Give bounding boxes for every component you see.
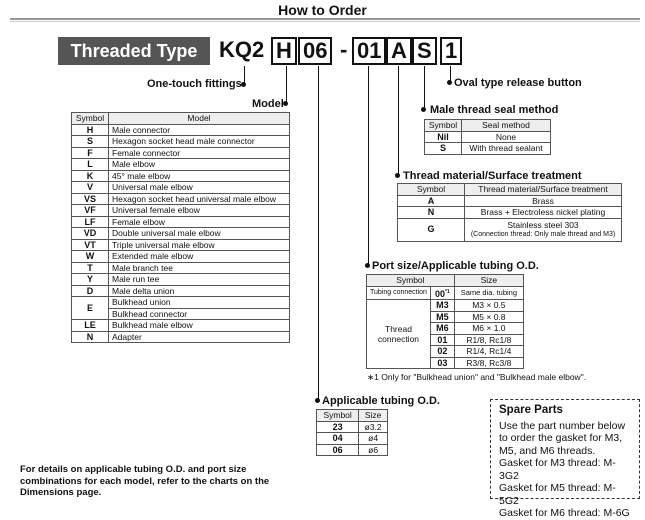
port-footnote-ref: *1 xyxy=(444,288,450,295)
material-symbol: N xyxy=(398,207,465,219)
seal-symbol: S xyxy=(425,143,462,155)
model-symbol: T xyxy=(72,262,109,274)
model-name: Male delta union xyxy=(109,285,290,297)
table-row xyxy=(398,207,622,219)
table-row xyxy=(72,297,290,309)
table-row xyxy=(72,170,290,182)
table-row xyxy=(72,124,290,136)
port-tubing-symbol: 00 xyxy=(434,288,445,299)
code-release: 1 xyxy=(440,37,462,65)
connector-line xyxy=(286,66,287,104)
label-one-touch: One-touch fittings xyxy=(147,78,242,90)
table-row xyxy=(72,320,290,332)
port-size: M3 × 0.5 xyxy=(454,300,523,312)
material-header-treatment: Thread material/Surface treatment xyxy=(465,184,622,196)
model-table xyxy=(71,112,290,343)
label-model: Model xyxy=(252,98,284,110)
model-symbol: LE xyxy=(72,320,109,332)
connector-dot xyxy=(395,173,400,178)
label-tubing-od: Applicable tubing O.D. xyxy=(322,395,440,407)
model-symbol: D xyxy=(72,285,109,297)
material-table xyxy=(397,183,622,242)
model-symbol: W xyxy=(72,251,109,263)
port-table xyxy=(366,274,524,369)
model-name: Female connector xyxy=(109,147,290,159)
spare-parts-title: Spare Parts xyxy=(499,404,563,416)
material-symbol: G xyxy=(398,218,465,241)
tubing-size: ø4 xyxy=(359,433,388,445)
model-name: Hexagon socket head universal male elbow xyxy=(109,193,290,205)
port-header-size: Size xyxy=(454,275,523,287)
table-row xyxy=(72,147,290,159)
table-row xyxy=(367,286,524,300)
spare-part-line: Gasket for M5 thread: M-5G2 xyxy=(499,482,616,507)
connector-line xyxy=(318,66,319,401)
material-treatment: Brass xyxy=(465,195,622,207)
table-row xyxy=(425,143,551,155)
port-size: Same dia. tubing xyxy=(454,286,523,300)
spare-part-line: Gasket for M3 thread: M-3G2 xyxy=(499,457,616,482)
port-tubing-connection: Tubing connection xyxy=(367,286,431,300)
connector-dot xyxy=(365,263,370,268)
model-symbol: N xyxy=(72,331,109,343)
model-symbol: F xyxy=(72,147,109,159)
spare-parts-text: Use the part number below to order the gasket for M3, M5, and M6 threads. xyxy=(499,419,626,457)
label-oval-release: Oval type release button xyxy=(454,77,582,89)
code-material: A xyxy=(386,37,412,65)
connector-dot xyxy=(241,82,246,87)
material-treatment: Brass + Electroless nickel plating xyxy=(465,207,622,219)
material-treatment-line: Stainless steel 303 xyxy=(507,219,579,230)
model-symbol: VD xyxy=(72,228,109,240)
table-row xyxy=(72,331,290,343)
model-symbol: V xyxy=(72,182,109,194)
seal-method: With thread sealant xyxy=(462,143,551,155)
table-row xyxy=(72,159,290,171)
tubing-symbol: 23 xyxy=(317,421,359,433)
footer-note: For details on applicable tubing O.D. and port size combinations for each model, refer to the charts on the Dimensions page. xyxy=(20,464,270,498)
model-name: Extended male elbow xyxy=(109,251,290,263)
table-row xyxy=(317,421,388,433)
port-footnote: ∗1 Only for "Bulkhead union" and "Bulkhead male elbow". xyxy=(367,372,587,382)
port-size: R1/4, Rc1/4 xyxy=(454,346,523,358)
model-name: Hexagon socket head male connector xyxy=(109,136,290,148)
code-model: H xyxy=(271,37,297,65)
label-seal-method: Male thread seal method xyxy=(430,104,559,116)
model-symbol: VS xyxy=(72,193,109,205)
table-row xyxy=(367,300,524,312)
tubing-header-size: Size xyxy=(359,410,388,422)
model-name: Male connector xyxy=(109,124,290,136)
connector-line xyxy=(398,66,399,176)
page-title: How to Order xyxy=(278,2,367,18)
port-symbol: M3 xyxy=(430,300,454,312)
model-name: Triple universal male elbow xyxy=(109,239,290,251)
tubing-symbol: 06 xyxy=(317,444,359,456)
model-name: Female elbow xyxy=(109,216,290,228)
table-row xyxy=(72,285,290,297)
seal-method: None xyxy=(462,131,551,143)
table-row xyxy=(72,274,290,286)
seal-symbol: Nil xyxy=(425,131,462,143)
table-row xyxy=(72,216,290,228)
table-row xyxy=(72,262,290,274)
connector-dot xyxy=(315,398,320,403)
label-port-size: Port size/Applicable tubing O.D. xyxy=(372,260,539,272)
model-symbol: VT xyxy=(72,239,109,251)
port-size: R1/8, Rc1/8 xyxy=(454,334,523,346)
table-row xyxy=(72,182,290,194)
model-name: Adapter xyxy=(109,331,290,343)
label-thread-material: Thread material/Surface treatment xyxy=(403,170,582,182)
model-symbol: K xyxy=(72,170,109,182)
port-symbol: 01 xyxy=(430,334,454,346)
seal-header-method: Seal method xyxy=(462,120,551,132)
table-row xyxy=(72,136,290,148)
model-name: Double universal male elbow xyxy=(109,228,290,240)
tubing-size: ø6 xyxy=(359,444,388,456)
port-size: M5 × 0.8 xyxy=(454,311,523,323)
code-prefix: KQ2 xyxy=(219,37,265,62)
table-row xyxy=(317,444,388,456)
material-treatment xyxy=(465,218,622,241)
model-name: Universal female elbow xyxy=(109,205,290,217)
type-label: Threaded Type xyxy=(58,37,210,65)
port-size: R3/8, Rc3/8 xyxy=(454,357,523,369)
model-symbol: VF xyxy=(72,205,109,217)
code-seal: S xyxy=(412,37,437,65)
model-name: 45° male elbow xyxy=(109,170,290,182)
code-port: 01 xyxy=(352,37,386,65)
tubing-table xyxy=(316,409,388,456)
port-symbol xyxy=(430,286,454,300)
material-symbol: A xyxy=(398,195,465,207)
connector-line xyxy=(424,66,425,110)
table-row xyxy=(72,205,290,217)
port-thread-connection: Thread connection xyxy=(367,300,431,369)
spare-part-line: Gasket for M6 thread: M-6G xyxy=(499,507,630,519)
port-header-symbol: Symbol xyxy=(367,275,455,287)
connector-dot xyxy=(421,107,426,112)
connector-dot xyxy=(447,80,452,85)
model-symbol: H xyxy=(72,124,109,136)
tubing-header-symbol: Symbol xyxy=(317,410,359,422)
code-dash: - xyxy=(340,37,348,62)
title-divider xyxy=(10,18,640,22)
model-symbol: L xyxy=(72,159,109,171)
seal-table xyxy=(424,119,551,155)
model-name: Bulkhead union xyxy=(109,297,290,309)
table-row xyxy=(72,228,290,240)
model-symbol: E xyxy=(72,297,109,320)
connector-line xyxy=(368,66,369,266)
tubing-size: ø3.2 xyxy=(359,421,388,433)
model-name: Male branch tee xyxy=(109,262,290,274)
port-symbol: M5 xyxy=(430,311,454,323)
material-header-symbol: Symbol xyxy=(398,184,465,196)
table-row xyxy=(317,433,388,445)
port-symbol: M6 xyxy=(430,323,454,335)
port-symbol: 02 xyxy=(430,346,454,358)
table-row xyxy=(72,239,290,251)
model-symbol: Y xyxy=(72,274,109,286)
tubing-symbol: 04 xyxy=(317,433,359,445)
code-size: 06 xyxy=(298,37,332,65)
seal-header-symbol: Symbol xyxy=(425,120,462,132)
model-name: Universal male elbow xyxy=(109,182,290,194)
port-size: M6 × 1.0 xyxy=(454,323,523,335)
table-row xyxy=(425,131,551,143)
table-row xyxy=(398,218,622,241)
port-symbol: 03 xyxy=(430,357,454,369)
model-name: Bulkhead connector xyxy=(109,308,290,320)
spare-parts-box xyxy=(490,399,640,519)
model-header-symbol: Symbol xyxy=(72,113,109,125)
material-treatment-note: (Connection thread: Only male thread and M3) xyxy=(470,230,616,238)
table-row xyxy=(398,195,622,207)
model-header-model: Model xyxy=(109,113,290,125)
table-row xyxy=(72,251,290,263)
table-row xyxy=(72,193,290,205)
model-name: Bulkhead male elbow xyxy=(109,320,290,332)
model-symbol: LF xyxy=(72,216,109,228)
model-symbol: S xyxy=(72,136,109,148)
model-name: Male run tee xyxy=(109,274,290,286)
model-name: Male elbow xyxy=(109,159,290,171)
